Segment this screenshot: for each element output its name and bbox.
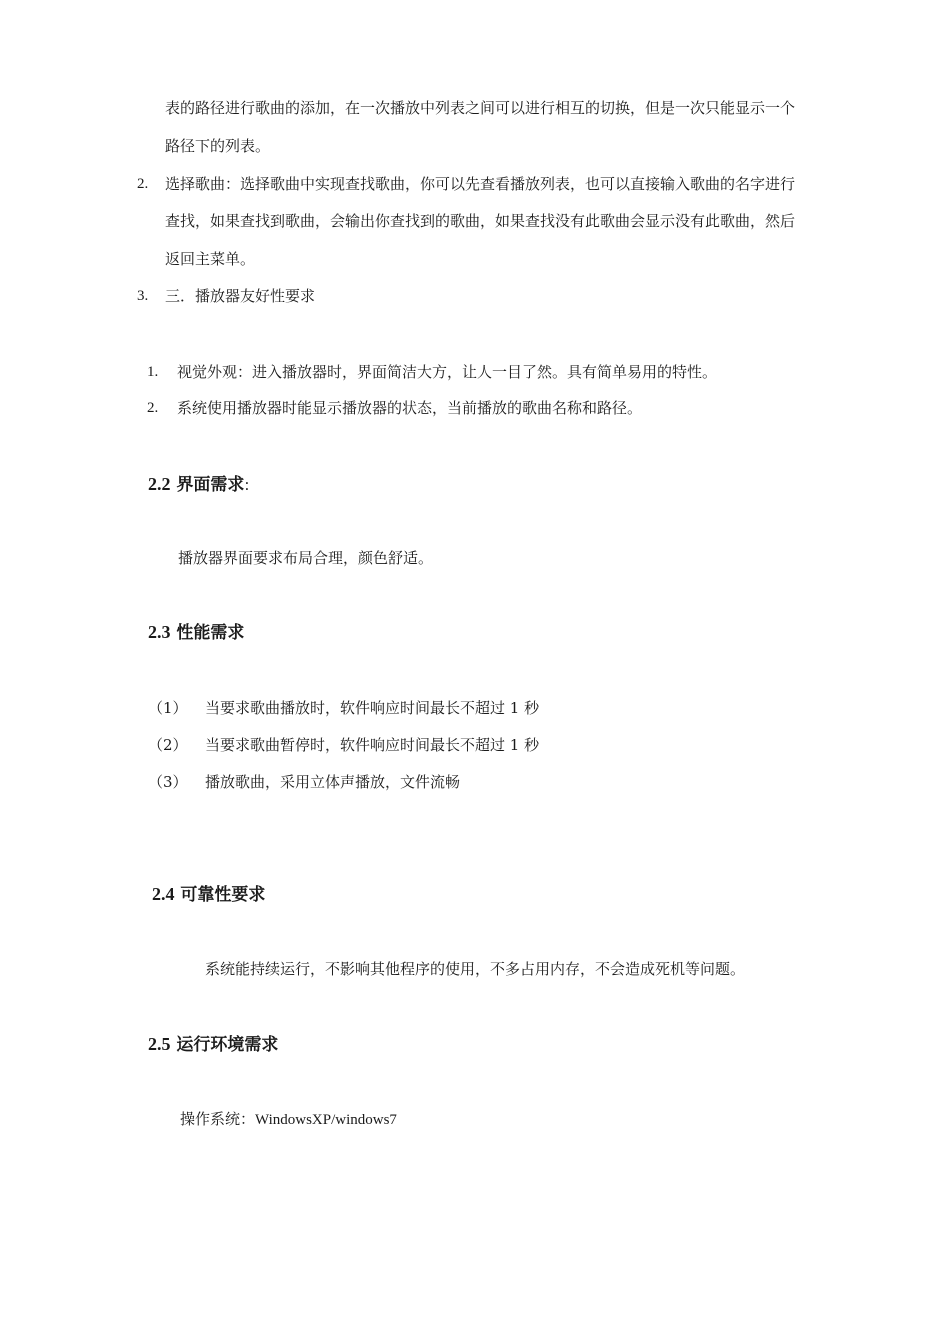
item2-line1: 选择歌曲：选择歌曲中实现查找歌曲，你可以先查看播放列表，也可以直接输入歌曲的名字进行: [165, 175, 796, 193]
section-2-5-body: [180, 1109, 397, 1130]
section-2-5-title: 运行环境需求: [176, 1035, 279, 1055]
section-2-3-heading: [148, 622, 244, 643]
item1-line2: 路径下的列表。: [165, 137, 271, 155]
item2-line3: 返回主菜单。: [165, 250, 256, 268]
item3-text: 三．播放器友好性要求: [165, 287, 316, 305]
perf-item-2-text: 当要求歌曲暂停时，软件响应时间最长不超过 1 秒: [205, 736, 540, 754]
section-2-5-heading: [148, 1034, 278, 1055]
friendly-item-1-number: 1.: [147, 364, 159, 380]
item3-number: 3.: [137, 288, 149, 304]
os-value: WindowsXP/windows7: [255, 1112, 397, 1128]
section-2-2-body: 播放器界面要求布局合理，颜色舒适。: [178, 549, 434, 567]
perf-item-2-number: （2）: [148, 736, 188, 754]
section-2-3-title: 性能需求: [176, 623, 245, 643]
section-2-2-heading: [148, 474, 249, 495]
perf-item-3-text: 播放歌曲，采用立体声播放，文件流畅: [205, 773, 461, 791]
section-2-4-body: 系统能持续运行，不影响其他程序的使用，不多占用内存，不会造成死机等问题。: [205, 960, 746, 978]
perf-item-1-text: 当要求歌曲播放时，软件响应时间最长不超过 1 秒: [205, 699, 540, 717]
section-2-3-number: 2.3: [148, 622, 171, 642]
section-2-2-number: 2.2: [148, 474, 171, 494]
section-2-5-number: 2.5: [148, 1034, 171, 1054]
friendly-item-1-text: 视觉外观：进入播放器时，界面简洁大方，让人一目了然。具有简单易用的特性。: [177, 363, 718, 381]
item2-number: 2.: [137, 176, 149, 192]
section-2-4-number: 2.4: [152, 884, 175, 904]
item1-line1: 表的路径进行歌曲的添加，在一次播放中列表之间可以进行相互的切换，但是一次只能显示一个: [165, 99, 796, 117]
section-2-4-title: 可靠性要求: [180, 885, 266, 905]
os-label: 操作系统：: [180, 1110, 256, 1128]
section-2-2-colon: :: [244, 476, 250, 494]
friendly-item-2-text: 系统使用播放器时能显示播放器的状态，当前播放的歌曲名称和路径。: [177, 399, 643, 417]
item2-line2: 查找，如果查找到歌曲，会输出你查找到的歌曲，如果查找没有此歌曲会显示没有此歌曲，然后: [165, 212, 796, 230]
friendly-item-2-number: 2.: [147, 400, 159, 416]
section-2-4-heading: [152, 884, 265, 905]
perf-item-1-number: （1）: [148, 699, 188, 717]
section-2-2-title: 界面需求: [176, 475, 245, 495]
perf-item-3-number: （3）: [148, 773, 188, 791]
